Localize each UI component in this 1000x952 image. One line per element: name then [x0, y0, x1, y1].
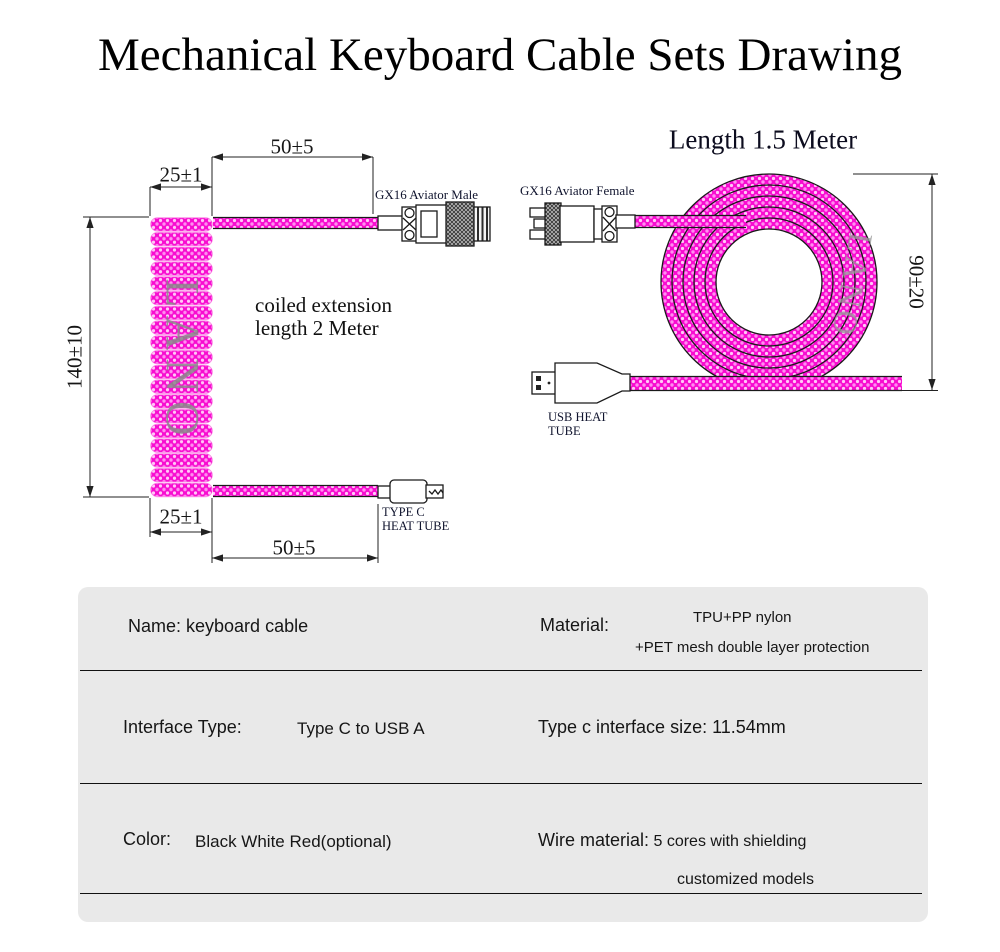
- dim-top-tail: [212, 153, 373, 216]
- dim-label-bottom-tail: 50±5: [272, 535, 316, 560]
- spec-interface-label: Interface Type:: [123, 717, 242, 737]
- gx16-female-connector: [530, 203, 635, 245]
- spec-color-value: Black White Red(optional): [195, 832, 392, 851]
- table-divider-3: [80, 893, 922, 894]
- spec-material-value-2: +PET mesh double layer protection: [635, 639, 870, 656]
- dim-label-donut-height: 90±20: [904, 255, 929, 309]
- dim-label-top-coil: 25±1: [159, 162, 203, 187]
- brand-watermark-donut: LANO: [824, 229, 879, 341]
- spec-wire-material: [538, 830, 806, 851]
- coil-note-line1: coiled extension: [255, 293, 393, 317]
- straight-cable-drawing: [530, 174, 938, 403]
- brand-watermark-coil: LANO: [155, 278, 209, 444]
- spec-table: [78, 587, 928, 922]
- coil-note-line2: length 2 Meter: [255, 316, 379, 340]
- dim-label-top-tail: 50±5: [270, 134, 314, 159]
- spec-interface-value: Type C to USB A: [297, 719, 425, 738]
- gx16-female-label: GX16 Aviator Female: [520, 183, 635, 198]
- spec-wire-material-value-2: customized models: [677, 871, 814, 888]
- spec-color-label: Color:: [123, 829, 172, 849]
- dim-label-coil-height: 140±10: [62, 324, 87, 390]
- spec-material-label: Material:: [540, 615, 610, 635]
- cable-female-segment: [634, 215, 746, 228]
- table-divider-2: [80, 783, 922, 784]
- cable-usb-segment: [630, 376, 902, 391]
- page-title: Mechanical Keyboard Cable Sets Drawing: [98, 29, 902, 81]
- spec-material-value-1: TPU+PP nylon: [693, 609, 792, 626]
- type-c-label-line2: HEAT TUBE: [382, 519, 450, 533]
- usb-label-line1: USB HEAT: [548, 410, 608, 424]
- type-c-label-line1: TYPE C: [382, 505, 425, 519]
- spec-wire-material-value: 5 cores with shielding: [653, 833, 807, 850]
- type-c-connector: [378, 480, 443, 503]
- straight-cable-heading: Length 1.5 Meter: [668, 124, 858, 155]
- usb-label-line2: TUBE: [548, 424, 581, 438]
- gx16-male-connector: [378, 202, 490, 246]
- spec-typec-size: Type c interface size: 11.54mm: [538, 717, 786, 737]
- cable-top-segment: [213, 217, 380, 229]
- dim-label-bottom-coil: 25±1: [159, 504, 203, 529]
- table-divider-1: [80, 670, 922, 671]
- cable-bottom-segment: [213, 485, 378, 497]
- usb-a-connector: [532, 363, 630, 403]
- coiled-cable-drawing: [83, 153, 490, 563]
- spec-wire-material-label: Wire material:: [538, 830, 650, 850]
- dim-coil-height: [83, 217, 149, 497]
- gx16-male-label: GX16 Aviator Male: [375, 187, 479, 202]
- spec-name: Name: keyboard cable: [128, 616, 309, 636]
- dim-top-coil: [150, 183, 212, 216]
